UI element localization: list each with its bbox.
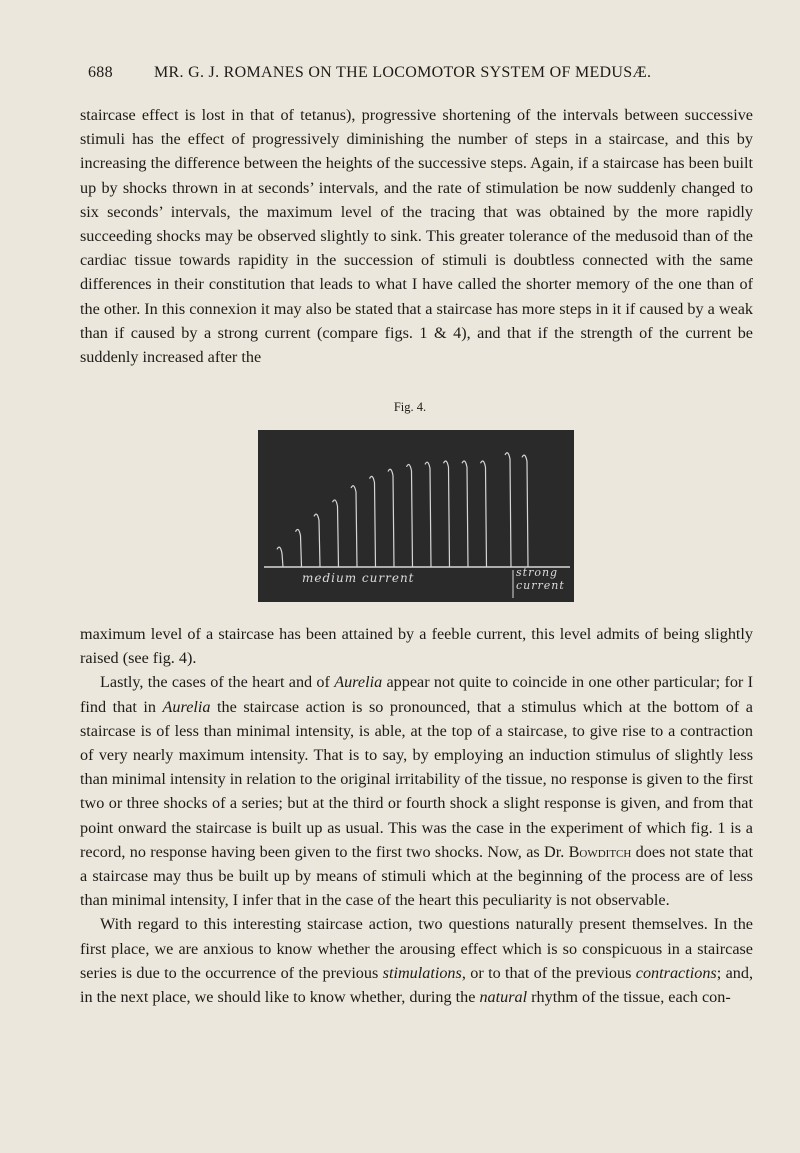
tracing-stroke-medium-9 — [425, 462, 431, 567]
p2-text-a: Lastly, the cases of the heart and of — [100, 673, 335, 692]
tracing-stroke-medium-10 — [444, 461, 450, 567]
p3-italic-natural: natural — [479, 988, 528, 1007]
paragraph-1: maximum level of a staircase has been attained by a feeble current, this level admits of being slightly raised (see fig. 4). — [80, 625, 753, 668]
tracing-stroke-medium-5 — [351, 486, 357, 567]
tracing-stroke-medium-8 — [407, 465, 413, 567]
tracing-stroke-strong-2 — [522, 455, 528, 567]
paragraph-2 — [80, 670, 753, 912]
label-medium-current: medium current — [302, 571, 415, 585]
text-block-bottom — [80, 622, 753, 1009]
tracing-stroke-medium-7 — [388, 469, 394, 567]
p2-italic-aurelia-1: Aurelia — [334, 673, 383, 692]
p3-text-a: With regard to this interesting staircase action, two questions naturally present themselves. In the first place, we are anxious to know whether the arousing effect which is so conspicuous in a staircase series is due to the occurrence of the previous — [80, 915, 753, 982]
p3-italic-contractions: contractions — [635, 963, 717, 982]
p3-text-d: rhythm of the tissue, each con- — [527, 988, 731, 1007]
p2-text-d: does not state that a staircase may thus be built up by means of stimuli which at the beginning of the process are of less than minimal intensity, I infer that in the case of the heart this peculiarity is not observable. — [80, 842, 753, 910]
paragraph-3 — [80, 912, 753, 1009]
p3-text-b: , or to that of the previous — [461, 963, 636, 982]
label-strong-line2: current — [516, 579, 565, 592]
tracing-stroke-medium-11 — [462, 461, 468, 567]
figure-caption: Fig. 4. — [393, 400, 427, 414]
tracing-stroke-medium-6 — [370, 476, 376, 567]
running-title: MR. G. J. ROMANES ON THE LOCOMOTOR SYSTEM OF MEDUSÆ. — [154, 64, 652, 81]
figure-4-tracing — [258, 430, 574, 602]
tracing-stroke-medium-1 — [277, 547, 283, 567]
page-number: 688 — [88, 64, 113, 81]
text-block-top — [80, 103, 753, 369]
tracing-stroke-strong-1 — [505, 453, 511, 567]
tracing-stroke-medium-3 — [314, 514, 320, 567]
p3-italic-stimulations: stimulations — [382, 963, 462, 982]
tracing-stroke-medium-2 — [296, 529, 302, 567]
p2-italic-aurelia-2: Aurelia — [162, 697, 211, 716]
p2-smallcaps-bowditch: Bowditch — [568, 842, 632, 861]
tracing-stroke-medium-12 — [481, 461, 487, 567]
tracing-stroke-medium-4 — [333, 500, 339, 567]
label-strong-line1: strong — [516, 566, 559, 579]
p3-text-c: ; and, in the next place, we should like to know whether, during the — [80, 963, 753, 1007]
p2-text-c: the staircase action is so pronounced, that a stimulus which at the bottom of a staircase is of less than minimal intensity, is able, at the top of a staircase, to give rise to a contraction of very nearly maximum intensity. That is to say, by employing an induction stimulus of slightly less than minimal intensity in relation to the original irritability of the tissue, no response is given to the first two or three shocks of a series; but at the third or fourth shock a slight response is given, and from that point onward the staircase is built up as usual. This was the case in the experiment of which fig. 1 is a record, no response having been given to the first two shocks. Now, as Dr. — [80, 697, 754, 861]
label-strong-current — [516, 566, 565, 592]
p2-text-b: appear not quite to coincide in one other particular; for I find that in — [80, 673, 754, 716]
paragraph-continued: staircase effect is lost in that of tetanus), progressive shortening of the intervals between successive stimuli has the effect of progressively diminishing the number of steps in a staircase, and this by increasing the difference between the heights of the successive steps. Again, if a staircase has been built up by shocks thrown in at seconds’ intervals, and the rate of stimulation be now suddenly changed to six seconds’ intervals, the maximum level of the tracing that was obtained by the more rapidly succeeding shocks may be observed slightly to sink. This greater tolerance of the medusoid than of the cardiac tissue towards rapidity in the succession of stimuli is doubtless connected with the same differences in their constitution that leads to what I have called the shorter memory of the one than of the other. In this connexion it may also be stated that a staircase has more steps in it if caused by a weak than if caused by a strong current (compare figs. 1 & 4), and that if the strength of the current be suddenly increased after the — [80, 106, 753, 367]
